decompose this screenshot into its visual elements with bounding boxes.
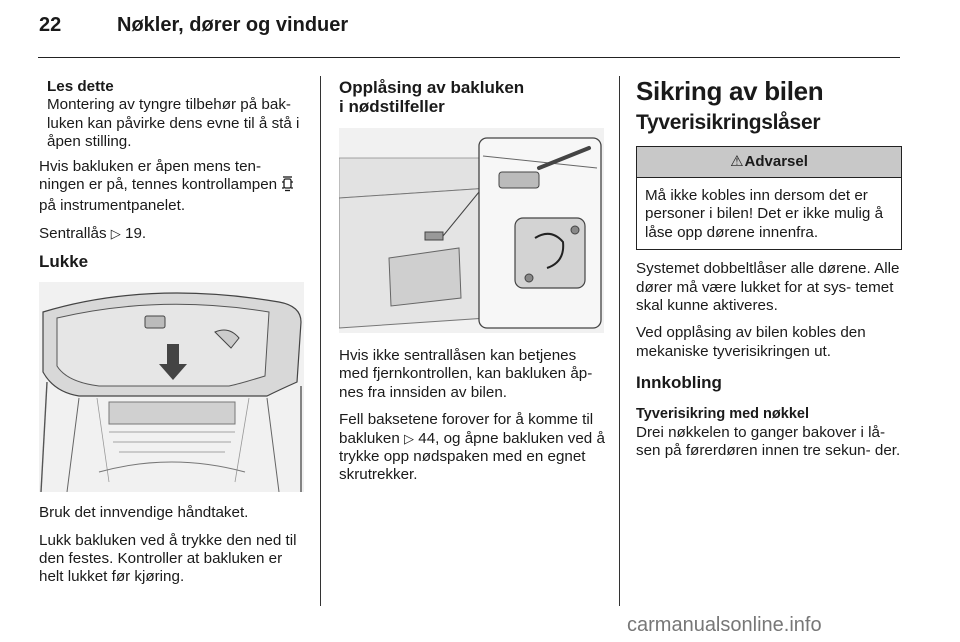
paragraph-indicator <box>39 158 307 216</box>
paragraph-close-trunk: Lukk bakluken ved å trykke den ned til den festes. Kontroller at bakluken er helt lukket før kjøring. <box>39 531 297 586</box>
paragraph-fold-seats <box>339 411 607 485</box>
column-3 <box>636 76 902 469</box>
paragraph-double-lock: Systemet dobbeltlåser alle dørene. Alle dører må være lukket for at sys- temet skal kunne aktiveres. <box>636 260 900 315</box>
column-divider-left <box>320 76 321 606</box>
chapter-heading: Sikring av bilen <box>636 76 824 106</box>
paragraph-turn-key: Drei nøkkelen to ganger bakover i lå- sen på førerdøren innen tre sekun- der. <box>636 423 901 460</box>
warning-title: Advarsel <box>744 152 808 170</box>
paragraph-unlock: Ved opplåsing av bilen kobles den mekaniske tyverisikringen ut. <box>636 324 866 360</box>
section-heading-emergency-release <box>339 78 607 116</box>
heading-line-2: i nødstilfeller <box>339 97 445 116</box>
emergency-release-illustration <box>339 128 604 333</box>
section-heading-theft-locks: Tyverisikringslåser <box>636 111 821 134</box>
warning-triangle-icon: ⚠ <box>730 152 744 170</box>
trunk-closing-illustration <box>39 282 304 492</box>
section-heading-innkobling: Innkobling <box>636 373 722 393</box>
paragraph-handle: Bruk det innvendige håndtaket. <box>39 504 249 522</box>
note-text: Montering av tyngre tilbehør på bak- luken kan påvirke dens evne til å stå i åpen stilling. <box>47 96 300 151</box>
warning-box <box>636 146 902 250</box>
note-box <box>47 78 307 152</box>
page-header-title: Nøkler, dører og vinduer <box>117 14 349 36</box>
subheading-key-lock: Tyverisikring med nøkkel <box>636 406 809 423</box>
page-ref-icon: ▷ <box>404 430 415 446</box>
indicator-text-before: Hvis bakluken er åpen mens ten- ningen er på, tennes kontrollampen <box>39 157 278 194</box>
paragraph-remote-failure: Hvis ikke sentrallåsen kan betjenes med fjernkontrollen, kan bakluken åp- nes fra innsiden av bilen. <box>339 347 593 401</box>
note-label: Les dette <box>47 78 114 95</box>
paragraph-central-lock-ref <box>39 225 307 243</box>
central-lock-text: Sentrallås <box>39 224 107 242</box>
column-2 <box>339 78 607 494</box>
header-rule <box>38 57 900 58</box>
page-number: 22 <box>39 14 62 36</box>
central-lock-ref-page[interactable]: 19. <box>125 224 147 242</box>
indicator-text-after: på instrumentpanelet. <box>39 197 186 215</box>
warning-text: Må ikke kobles inn dersom det er personer i bilen! Det er ikke mulig å låse opp dørene innenfra. <box>645 187 884 241</box>
page-ref-icon: ▷ <box>110 225 121 241</box>
column-1 <box>39 78 307 596</box>
warning-header <box>637 147 901 178</box>
car-open-trunk-icon <box>281 176 294 197</box>
fold-seats-text: Fell baksetene forover for å komme til bakluken <box>339 411 594 447</box>
section-heading-lukke: Lukke <box>39 252 89 272</box>
fold-seats-text-after: , og åpne bakluken ved å trykke opp nødspaken med en egnet skrutrekker. <box>339 429 605 484</box>
column-divider-right <box>619 76 620 606</box>
heading-line-1: Opplåsing av bakluken <box>339 78 525 97</box>
seats-ref-page[interactable]: 44 <box>418 429 436 447</box>
watermark: carmanualsonline.info <box>627 614 822 636</box>
